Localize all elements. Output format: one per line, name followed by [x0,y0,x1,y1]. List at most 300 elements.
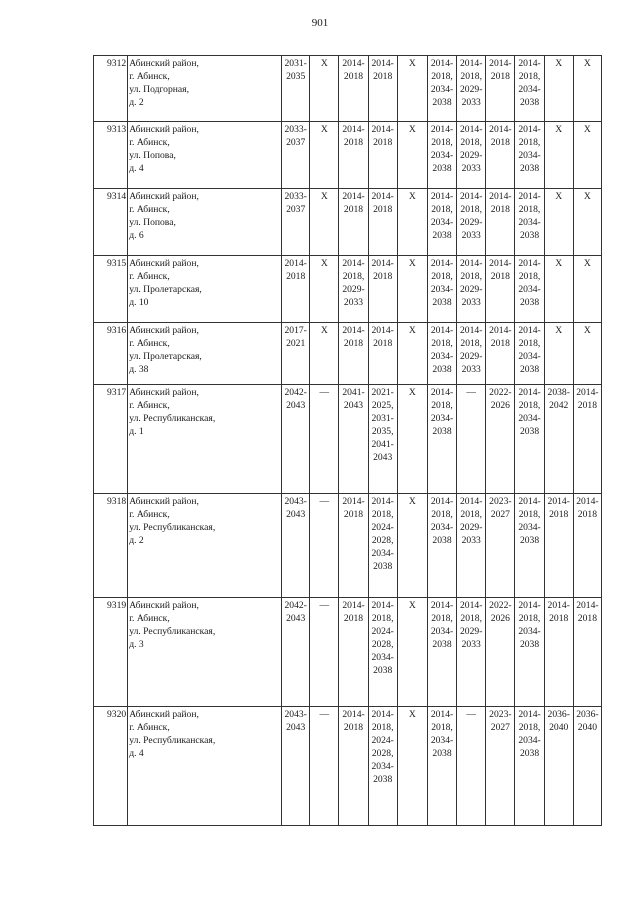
period-line: 2018 [577,400,597,411]
table-row [94,56,602,122]
period-line: 2038 [373,665,393,676]
address-line: г. Абинск, [129,338,170,349]
period-line: 2029- [460,284,483,295]
period-line: 2018 [286,271,306,282]
period-cell [310,385,339,494]
address-line: г. Абинск, [129,204,170,215]
period-line: 2014- [371,709,394,720]
period-line: 2018, [460,509,482,520]
period-line: 2014- [284,258,307,269]
period-line: 2043 [286,613,306,624]
period-line: 2038 [519,364,540,375]
period-line: 2040 [549,722,569,733]
period-line: 2023- [489,496,512,507]
period-line: 2036- [547,709,570,720]
period-line: 2014- [518,58,541,69]
period-line: 2018, [431,722,453,733]
period-line: 2033 [461,364,481,375]
period-cell [457,56,486,122]
period-cell [282,56,310,122]
period-line: 2040 [577,722,597,733]
period-cell [282,598,310,707]
period-line: 2033- [284,191,307,202]
period-line: 2014- [460,258,483,269]
period-line: X [555,325,563,336]
row-number: 9319 [94,598,128,707]
period-line: 2014- [371,600,394,611]
period-line: 2034- [518,150,541,161]
row-number: 9312 [94,56,128,122]
period-cell [368,598,397,707]
period-line: 2014- [460,325,483,336]
period-cell [457,598,486,707]
address-line: г. Абинск, [129,400,170,411]
address-line: Абинский район, [129,325,199,336]
period-cell [368,707,397,826]
period-cell [339,707,368,826]
period-line: 2034- [430,735,454,746]
period-line: 2014- [430,387,454,398]
period-line: 2018, [518,722,541,733]
period-line: 2018 [343,338,364,349]
period-line: 2014- [518,709,541,720]
period-line: 2038 [519,97,540,108]
period-cell [368,494,397,598]
period-line: 2034- [430,84,454,95]
period-line: 2014- [518,325,541,336]
period-cell [544,385,573,494]
period-line: 2038 [373,774,393,785]
period-line: 2042 [549,400,569,411]
period-cell [427,598,456,707]
period-line: 2014- [342,58,365,69]
address-line: д. 2 [129,535,144,546]
period-line: 2038 [519,297,540,308]
period-cell [544,189,573,256]
period-line: 2014- [371,325,394,336]
period-cell [544,707,573,826]
period-line: 2014- [489,325,512,336]
period-line: 2018 [549,613,569,624]
period-line: 2018, [518,338,541,349]
period-line: 2014- [518,258,541,269]
period-line: 2029- [460,522,483,533]
period-line: 2038 [432,535,452,546]
period-line: X [408,258,416,269]
period-line: 2014- [430,600,454,611]
period-cell [573,707,601,826]
period-cell [544,494,573,598]
period-cell [515,56,544,122]
period-cell [339,122,368,189]
table-row [94,598,602,707]
address-line: Абинский район, [129,600,199,611]
period-cell [368,256,397,323]
period-cell [368,323,397,385]
period-line: 2038 [519,748,540,759]
period-line: X [320,325,328,336]
address-line: ул. Попова, [129,150,176,161]
period-cell [397,707,427,826]
period-line: 2014- [576,387,599,398]
period-line: 2041- [342,387,365,398]
period-line: 2014- [371,191,394,202]
address-line: ул. Республиканская, [129,626,216,637]
period-cell [310,598,339,707]
period-line: 2043 [286,722,306,733]
period-line: 2018, [518,509,541,520]
period-line: 2018, [518,137,541,148]
period-line: 2033 [461,297,481,308]
period-line: 2018, [460,271,482,282]
period-line: X [583,258,591,269]
period-line: 2024- [371,626,394,637]
period-line: 2037 [286,204,306,215]
row-number: 9314 [94,189,128,256]
period-line: 2014- [547,496,570,507]
period-line: 2014- [518,191,541,202]
period-cell [310,122,339,189]
period-line: X [408,387,416,398]
period-line: 2042- [284,600,307,611]
period-line: 2018 [373,271,393,282]
address-cell [128,122,282,189]
period-line: 2018 [343,204,364,215]
period-line: 2027 [490,722,510,733]
period-line: X [408,58,416,69]
period-cell [368,56,397,122]
period-cell [573,323,601,385]
period-cell [427,494,456,598]
table-row [94,189,602,256]
period-line: 2014- [430,258,454,269]
period-line: 2038 [519,639,540,650]
period-cell [397,598,427,707]
period-line: 2034- [430,217,454,228]
period-line: 2014- [342,124,365,135]
period-line: 2038 [432,426,452,437]
period-cell [427,385,456,494]
row-number: 9315 [94,256,128,323]
period-line: 2014- [576,496,599,507]
period-line: 2018 [343,71,364,82]
period-line: 2014- [342,600,365,611]
period-line: 2034- [430,150,454,161]
period-line: 2014- [460,600,483,611]
period-line: 2043- [284,709,307,720]
period-line: 2014- [342,709,365,720]
period-cell [339,323,368,385]
address-cell [128,323,282,385]
period-line: 2033 [461,535,481,546]
period-line: 2035, [371,426,394,437]
period-cell [282,707,310,826]
address-line: г. Абинск, [129,613,170,624]
period-line: 2018, [460,71,482,82]
period-cell [339,56,368,122]
period-line: 2034- [430,626,454,637]
period-line: 2021 [286,338,306,349]
period-cell [486,598,515,707]
period-line: 2033 [461,163,481,174]
address-line: Абинский район, [129,191,199,202]
period-line: 2018, [460,137,482,148]
period-cell [486,323,515,385]
period-line: X [555,124,563,135]
address-line: Абинский район, [129,496,199,507]
period-line: 2023- [489,709,512,720]
period-line: 2034- [518,522,541,533]
period-line: 2038 [432,748,452,759]
period-cell [397,494,427,598]
period-cell [368,189,397,256]
period-line: 2038 [432,163,452,174]
address-line: г. Абинск, [129,509,170,520]
period-cell [282,323,310,385]
period-line: 2018 [343,509,364,520]
period-line: 2024- [371,735,394,746]
period-line: 2014- [342,325,365,336]
address-line: д. 4 [129,748,144,759]
period-cell [310,494,339,598]
period-line: 2014- [371,124,394,135]
period-line: 2043- [284,496,307,507]
period-line: 2014- [430,124,454,135]
period-cell [515,494,544,598]
period-line: — [319,387,330,398]
period-line: 2036- [576,709,599,720]
period-line: 2014- [371,58,394,69]
period-line: 2014- [371,258,394,269]
table-row [94,122,602,189]
period-cell [397,323,427,385]
period-line: 2021- [371,387,394,398]
period-line: 2014- [518,124,541,135]
period-line: 2014- [518,387,541,398]
period-line: 2014- [342,258,365,269]
period-line: 2018, [431,137,453,148]
period-line: 2034- [518,84,541,95]
period-line: 2018 [373,204,393,215]
period-line: 2018 [490,338,510,349]
period-line: X [555,258,563,269]
period-cell [427,189,456,256]
period-line: 2018, [371,509,394,520]
period-line: 2018, [342,271,365,282]
period-cell [310,189,339,256]
period-line: 2034- [518,284,541,295]
period-cell [486,56,515,122]
period-line: X [408,600,416,611]
period-cell [282,256,310,323]
period-line: 2029- [460,351,483,362]
address-line: ул. Подгорная, [129,84,189,95]
period-cell [368,122,397,189]
period-line: — [319,496,330,507]
period-line: — [319,709,330,720]
period-cell [544,323,573,385]
period-line: — [466,709,476,720]
period-line: 2018 [577,613,597,624]
period-cell [486,707,515,826]
period-line: 2014- [430,496,454,507]
period-line: 2018, [431,400,453,411]
period-cell [544,256,573,323]
period-line: 2018, [460,613,482,624]
row-number: 9313 [94,122,128,189]
period-line: 2014- [489,58,512,69]
period-line: 2038 [373,561,393,572]
address-line: д. 1 [129,426,144,437]
period-line: 2018 [577,509,597,520]
period-line: 2018, [371,613,394,624]
address-line: г. Абинск, [129,71,170,82]
address-cell [128,189,282,256]
period-line: 2014- [430,191,454,202]
period-line: X [408,191,416,202]
period-line: 2038- [547,387,570,398]
period-line: 2033 [343,297,364,308]
period-cell [573,122,601,189]
period-line: 2028, [371,748,394,759]
period-line: 2018, [518,613,541,624]
period-cell [457,189,486,256]
address-line: г. Абинск, [129,271,170,282]
period-cell [573,256,601,323]
period-cell [457,494,486,598]
period-line: — [466,387,476,398]
period-line: 2026 [490,400,510,411]
period-line: 2033 [461,639,481,650]
period-line: 2018 [343,613,364,624]
period-line: 2018, [431,204,453,215]
address-line: Абинский район, [129,258,199,269]
period-line: 2018, [460,338,482,349]
period-line: 2014- [460,124,483,135]
period-line: 2038 [432,639,452,650]
period-line: 2018 [549,509,569,520]
period-cell [457,256,486,323]
period-cell [457,122,486,189]
period-line: X [320,58,328,69]
table-row [94,494,602,598]
period-line: 2033 [461,97,481,108]
period-line: 2034- [430,413,454,424]
period-line: 2014- [460,191,483,202]
address-cell [128,56,282,122]
period-cell [339,598,368,707]
period-line: 2014- [430,709,454,720]
period-cell [310,323,339,385]
period-line: 2018, [431,71,453,82]
period-cell [282,122,310,189]
period-line: 2043 [373,452,393,463]
page-number: 901 [311,17,329,29]
period-line: 2017- [284,325,307,336]
period-line: 2033- [284,124,307,135]
period-line: 2018 [490,71,510,82]
period-cell [573,598,601,707]
period-cell [310,256,339,323]
housing-registry-table [93,55,602,826]
period-line: 2043 [286,509,306,520]
period-line: 2034- [518,626,541,637]
period-cell [339,494,368,598]
period-line: 2031- [284,58,307,69]
period-line: 2018, [431,271,453,282]
address-cell [128,707,282,826]
period-line: 2014- [342,496,365,507]
address-line: г. Абинск, [129,137,170,148]
period-line: 2038 [519,535,540,546]
period-line: 2014- [518,600,541,611]
period-cell [515,122,544,189]
period-cell [339,256,368,323]
period-line: 2029- [460,217,483,228]
period-line: 2038 [519,163,540,174]
period-line: 2027 [490,509,510,520]
period-line: X [555,191,563,202]
period-cell [486,189,515,256]
period-line: X [408,709,416,720]
period-line: 2018, [460,204,482,215]
period-line: 2038 [432,297,452,308]
period-cell [427,56,456,122]
period-line: 2018, [431,338,453,349]
period-line: 2014- [489,191,512,202]
period-line: X [583,191,591,202]
period-cell [573,56,601,122]
period-line: 2034- [518,735,541,746]
period-line: 2029- [460,150,483,161]
period-line: 2034- [430,284,454,295]
period-line: 2037 [286,137,306,148]
address-line: ул. Попова, [129,217,176,228]
row-number: 9316 [94,323,128,385]
period-line: 2034- [518,413,541,424]
period-line: 2018, [518,71,541,82]
period-cell [282,189,310,256]
period-line: 2018, [431,509,453,520]
period-line: 2043 [343,400,364,411]
address-line: Абинский район, [129,709,199,720]
period-line: 2038 [432,97,452,108]
address-line: ул. Республиканская, [129,413,216,424]
period-cell [397,256,427,323]
period-cell [339,385,368,494]
row-number: 9317 [94,385,128,494]
table-row [94,385,602,494]
address-line: д. 38 [129,364,149,375]
period-cell [515,189,544,256]
address-line: ул. Республиканская, [129,735,216,746]
address-line: ул. Пролетарская, [129,351,202,362]
table-row [94,707,602,826]
period-line: 2035 [286,71,306,82]
period-cell [427,323,456,385]
period-cell [282,385,310,494]
period-line: 2034- [371,548,394,559]
address-cell [128,494,282,598]
period-line: 2014- [460,496,483,507]
period-line: 2022- [489,387,512,398]
row-number: 9320 [94,707,128,826]
period-line: 2038 [519,230,540,241]
address-line: Абинский район, [129,58,199,69]
row-number: 9318 [94,494,128,598]
period-line: 2014- [489,124,512,135]
period-cell [486,494,515,598]
